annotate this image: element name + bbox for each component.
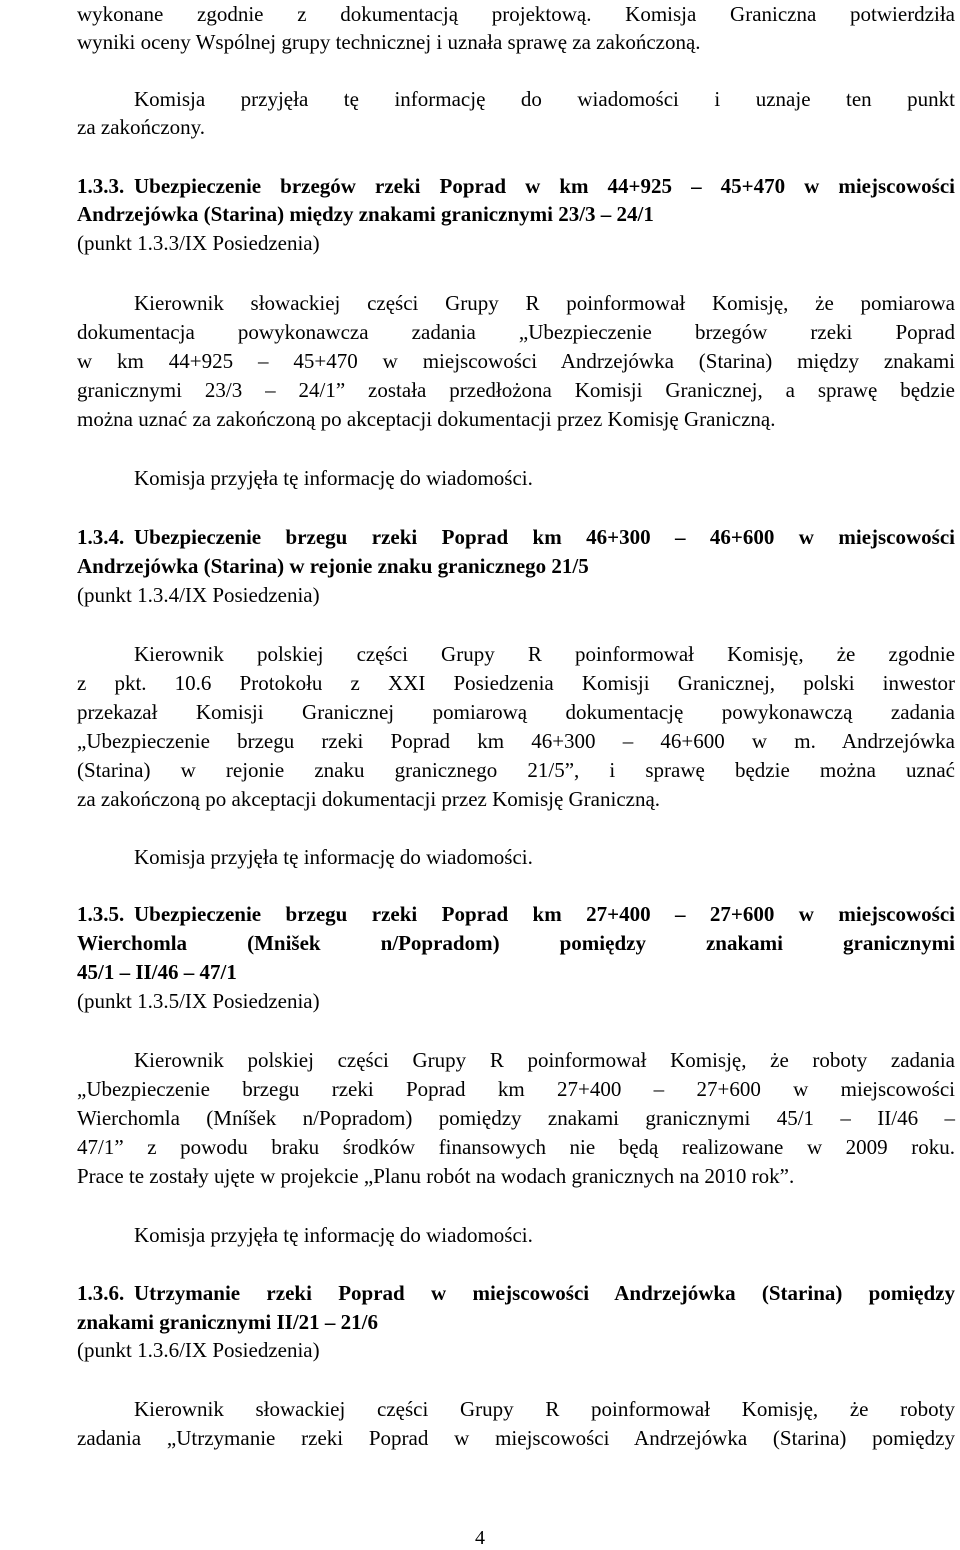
paragraph-line: Kierownik polskiej części Grupy R poinformował Komisję, że zgodnie: [134, 642, 955, 666]
closing-statement: Komisja przyjęła tę informację do wiadomości.: [134, 1223, 533, 1247]
paragraph-line: wykonane zgodnie z dokumentacją projektową. Komisja Graniczna potwierdziła: [77, 2, 955, 26]
section-reference: (punkt 1.3.6/IX Posiedzenia): [77, 1338, 320, 1362]
closing-statement: Komisja przyjęła tę informację do wiadomości.: [134, 466, 533, 490]
paragraph-line: zadania „Utrzymanie rzeki Poprad w miejscowości Andrzejówka (Starina) pomiędzy: [77, 1426, 955, 1450]
section-title: Utrzymanie rzeki Poprad w miejscowości Andrzejówka (Starina) pomiędzy: [134, 1281, 955, 1305]
paragraph-line: (Starina) w rejonie znaku granicznego 21/5”, i sprawę będzie można uznać: [77, 758, 955, 782]
paragraph-line: Kierownik polskiej części Grupy R poinformował Komisję, że roboty zadania: [134, 1048, 955, 1072]
page-number: 4: [475, 1527, 485, 1549]
section-title: Ubezpieczenie brzegu rzeki Poprad km 27+400 – 27+600 w miejscowości: [134, 902, 955, 926]
paragraph-line: można uznać za zakończoną po akceptacji dokumentacji przez Komisję Graniczną.: [77, 407, 776, 431]
paragraph-line: w km 44+925 – 45+470 w miejscowości Andrzejówka (Starina) między znakami: [77, 349, 955, 373]
section-title: znakami granicznymi II/21 – 21/6: [77, 1310, 379, 1334]
paragraph-line: z pkt. 10.6 Protokołu z XXI Posiedzenia Komisji Granicznej, polski inwestor: [77, 671, 955, 695]
paragraph-line: „Ubezpieczenie brzegu rzeki Poprad km 46+300 – 46+600 w m. Andrzejówka: [77, 729, 955, 753]
section-title: 45/1 – II/46 – 47/1: [77, 960, 237, 984]
closing-statement: Komisja przyjęła tę informację do wiadomości.: [134, 845, 533, 869]
paragraph-line: „Ubezpieczenie brzegu rzeki Poprad km 27+400 – 27+600 w miejscowości: [77, 1077, 955, 1101]
paragraph-line: Komisja przyjęła tę informację do wiadomości i uznaje ten punkt: [134, 87, 955, 111]
paragraph-line: za zakończoną po akceptacji dokumentacji przez Komisję Graniczną.: [77, 787, 661, 811]
section-reference: (punkt 1.3.5/IX Posiedzenia): [77, 989, 320, 1013]
paragraph-line: wyniki oceny Wspólnej grupy technicznej i uznała sprawę za zakończoną.: [77, 30, 701, 54]
paragraph-line: przekazał Komisji Granicznej pomiarową dokumentację powykonawczą zadania: [77, 700, 955, 724]
section-title: Wierchomla (Mnišek n/Popradom) pomiędzy znakami granicznymi: [77, 931, 955, 955]
section-reference: (punkt 1.3.3/IX Posiedzenia): [77, 231, 320, 255]
section-number: 1.3.3.: [77, 174, 125, 198]
section-number: 1.3.6.: [77, 1281, 125, 1305]
section-title: Ubezpieczenie brzegów rzeki Poprad w km 44+925 – 45+470 w miejscowości: [134, 174, 955, 198]
paragraph-line: granicznymi 23/3 – 24/1” została przedłożona Komisji Granicznej, a sprawę będzie: [77, 378, 955, 402]
section-number: 1.3.5.: [77, 902, 125, 926]
section-number: 1.3.4.: [77, 525, 125, 549]
section-title: Andrzejówka (Starina) między znakami granicznymi 23/3 – 24/1: [77, 202, 654, 226]
paragraph-line: Kierownik słowackiej części Grupy R poinformował Komisję, że roboty: [134, 1397, 955, 1421]
paragraph-line: Kierownik słowackiej części Grupy R poinformował Komisję, że pomiarowa: [134, 291, 955, 315]
paragraph-line: Wierchomla (Mníšek n/Popradom) pomiędzy znakami granicznymi 45/1 – II/46 –: [77, 1106, 955, 1130]
paragraph-line: dokumentacja powykonawcza zadania „Ubezpieczenie brzegów rzeki Poprad: [77, 320, 955, 344]
paragraph-line: 47/1” z powodu braku środków finansowych nie będą realizowane w 2009 roku.: [77, 1135, 955, 1159]
section-title: Andrzejówka (Starina) w rejonie znaku granicznego 21/5: [77, 554, 589, 578]
paragraph-line: Prace te zostały ujęte w projekcie „Planu robót na wodach granicznych na 2010 rok”.: [77, 1164, 795, 1188]
paragraph-line: za zakończony.: [77, 115, 206, 139]
section-title: Ubezpieczenie brzegu rzeki Poprad km 46+300 – 46+600 w miejscowości: [134, 525, 955, 549]
section-reference: (punkt 1.3.4/IX Posiedzenia): [77, 583, 320, 607]
